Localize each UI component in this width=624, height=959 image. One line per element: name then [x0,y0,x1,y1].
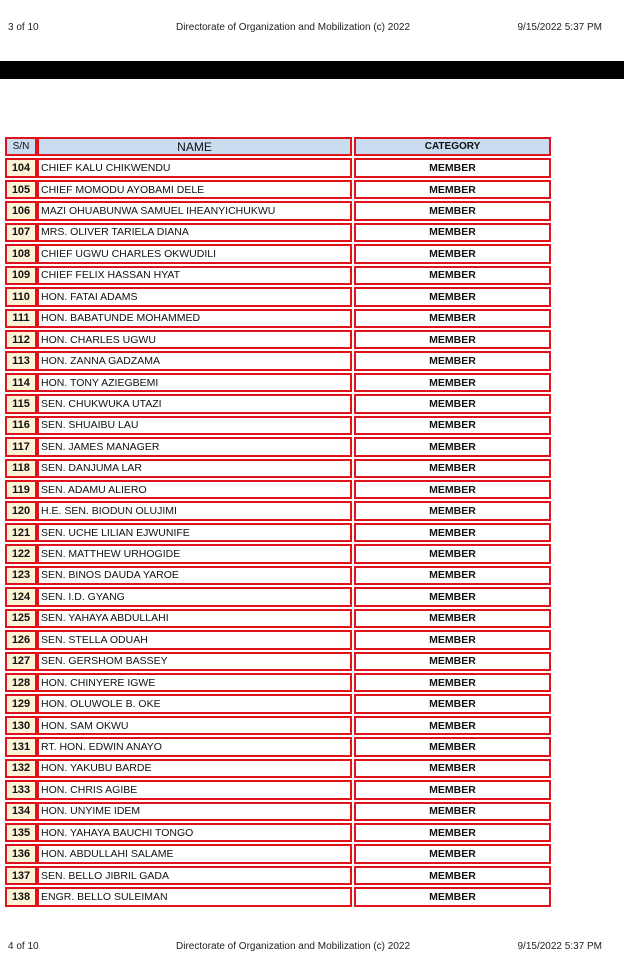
category-cell: MEMBER [354,351,551,370]
name-cell: HON. YAHAYA BAUCHI TONGO [37,823,352,842]
serial-number-cell: 115 [5,394,37,413]
name-cell: SEN. UCHE LILIAN EJWUNIFE [37,523,352,542]
category-cell: MEMBER [354,737,551,756]
table-row [5,586,551,607]
serial-number-cell: 131 [5,737,37,756]
table-row [5,458,551,479]
print-datetime: 9/15/2022 5:37 PM [517,22,602,33]
name-cell: HON. UNYIME IDEM [37,802,352,821]
serial-number-cell: 118 [5,459,37,478]
page-number: 4 of 10 [8,941,39,952]
serial-number-cell: 132 [5,759,37,778]
name-cell: RT. HON. EDWIN ANAYO [37,737,352,756]
serial-number-cell: 138 [5,887,37,906]
page-header [0,22,624,40]
serial-number-cell: 121 [5,523,37,542]
member-table [5,136,551,908]
name-cell: HON. TONY AZIEGBEMI [37,373,352,392]
name-cell: CHIEF KALU CHIKWENDU [37,158,352,177]
category-cell: MEMBER [354,759,551,778]
category-cell: MEMBER [354,158,551,177]
table-row [5,672,551,693]
table-row [5,179,551,200]
category-cell: MEMBER [354,587,551,606]
page-number: 3 of 10 [8,22,39,33]
table-row [5,329,551,350]
table-row [5,500,551,521]
serial-number-cell: 125 [5,609,37,628]
table-row [5,372,551,393]
serial-number-cell: 127 [5,652,37,671]
name-cell: HON. YAKUBU BARDE [37,759,352,778]
category-cell: MEMBER [354,416,551,435]
table-row [5,651,551,672]
category-cell: MEMBER [354,780,551,799]
serial-number-cell: 130 [5,716,37,735]
name-cell: MRS. OLIVER TARIELA DIANA [37,223,352,242]
category-cell: MEMBER [354,866,551,885]
category-cell: MEMBER [354,480,551,499]
category-cell: MEMBER [354,694,551,713]
category-cell: MEMBER [354,244,551,263]
category-cell: MEMBER [354,437,551,456]
category-cell: MEMBER [354,223,551,242]
serial-number-cell: 134 [5,802,37,821]
page-footer [0,941,624,959]
category-cell: MEMBER [354,287,551,306]
category-cell: MEMBER [354,373,551,392]
serial-number-cell: 109 [5,266,37,285]
name-cell: SEN. ADAMU ALIERO [37,480,352,499]
table-row [5,543,551,564]
table-row [5,265,551,286]
name-cell: MAZI OHUABUNWA SAMUEL IHEANYICHUKWU [37,201,352,220]
category-cell: MEMBER [354,201,551,220]
name-cell: SEN. BINOS DAUDA YAROE [37,566,352,585]
serial-number-cell: 116 [5,416,37,435]
serial-number-cell: 111 [5,309,37,328]
black-divider-bar [0,61,624,79]
category-cell: MEMBER [354,309,551,328]
name-cell: SEN. DANJUMA LAR [37,459,352,478]
serial-number-cell: 110 [5,287,37,306]
table-row [5,243,551,264]
serial-number-cell: 106 [5,201,37,220]
table-row [5,436,551,457]
name-cell: SEN. SHUAIBU LAU [37,416,352,435]
document-title: Directorate of Organization and Mobilization (c) 2022 [176,22,411,33]
name-cell: CHIEF FELIX HASSAN HYAT [37,266,352,285]
serial-number-cell: 107 [5,223,37,242]
name-cell: HON. ZANNA GADZAMA [37,351,352,370]
print-datetime: 9/15/2022 5:37 PM [517,941,602,952]
category-cell: MEMBER [354,266,551,285]
serial-number-cell: 133 [5,780,37,799]
name-cell: SEN. I.D. GYANG [37,587,352,606]
name-cell: SEN. YAHAYA ABDULLAHI [37,609,352,628]
category-cell: MEMBER [354,609,551,628]
name-cell: HON. ABDULLAHI SALAME [37,844,352,863]
name-cell: CHIEF UGWU CHARLES OKWUDILI [37,244,352,263]
table-row [5,157,551,178]
category-cell: MEMBER [354,459,551,478]
column-header-sn: S/N [5,137,37,156]
table-row [5,715,551,736]
category-cell: MEMBER [354,887,551,906]
table-row [5,415,551,436]
table-row [5,608,551,629]
category-cell: MEMBER [354,523,551,542]
column-header-name: NAME [37,137,352,156]
table-row [5,222,551,243]
document-title: Directorate of Organization and Mobilization (c) 2022 [176,941,411,952]
table-row [5,693,551,714]
name-cell: ENGR. BELLO SULEIMAN [37,887,352,906]
serial-number-cell: 105 [5,180,37,199]
table-row [5,779,551,800]
serial-number-cell: 128 [5,673,37,692]
category-cell: MEMBER [354,544,551,563]
table-row [5,865,551,886]
serial-number-cell: 129 [5,694,37,713]
serial-number-cell: 124 [5,587,37,606]
name-cell: HON. FATAI ADAMS [37,287,352,306]
serial-number-cell: 126 [5,630,37,649]
table-row [5,801,551,822]
name-cell: SEN. BELLO JIBRIL GADA [37,866,352,885]
name-cell: HON. BABATUNDE MOHAMMED [37,309,352,328]
category-cell: MEMBER [354,630,551,649]
serial-number-cell: 119 [5,480,37,499]
name-cell: CHIEF MOMODU AYOBAMI DELE [37,180,352,199]
table-row [5,522,551,543]
serial-number-cell: 122 [5,544,37,563]
category-cell: MEMBER [354,652,551,671]
table-row [5,200,551,221]
category-cell: MEMBER [354,501,551,520]
serial-number-cell: 136 [5,844,37,863]
serial-number-cell: 113 [5,351,37,370]
category-cell: MEMBER [354,330,551,349]
table-row [5,393,551,414]
category-cell: MEMBER [354,673,551,692]
serial-number-cell: 108 [5,244,37,263]
table-row [5,350,551,371]
name-cell: HON. CHRIS AGIBE [37,780,352,799]
table-row [5,886,551,907]
serial-number-cell: 112 [5,330,37,349]
table-row [5,308,551,329]
name-cell: SEN. STELLA ODUAH [37,630,352,649]
category-cell: MEMBER [354,180,551,199]
name-cell: HON. CHARLES UGWU [37,330,352,349]
name-cell: SEN. JAMES MANAGER [37,437,352,456]
table-row [5,843,551,864]
table-row [5,736,551,757]
name-cell: SEN. GERSHOM BASSEY [37,652,352,671]
table-row [5,758,551,779]
name-cell: H.E. SEN. BIODUN OLUJIMI [37,501,352,520]
table-row [5,286,551,307]
table-row [5,822,551,843]
name-cell: SEN. MATTHEW URHOGIDE [37,544,352,563]
table-row [5,565,551,586]
column-header-category: CATEGORY [354,137,551,156]
serial-number-cell: 114 [5,373,37,392]
category-cell: MEMBER [354,566,551,585]
category-cell: MEMBER [354,394,551,413]
name-cell: HON. SAM OKWU [37,716,352,735]
serial-number-cell: 120 [5,501,37,520]
category-cell: MEMBER [354,802,551,821]
name-cell: SEN. CHUKWUKA UTAZI [37,394,352,413]
category-cell: MEMBER [354,823,551,842]
name-cell: HON. CHINYERE IGWE [37,673,352,692]
serial-number-cell: 135 [5,823,37,842]
serial-number-cell: 117 [5,437,37,456]
name-cell: HON. OLUWOLE B. OKE [37,694,352,713]
table-header-row [5,136,551,157]
serial-number-cell: 104 [5,158,37,177]
category-cell: MEMBER [354,844,551,863]
table-row [5,479,551,500]
serial-number-cell: 123 [5,566,37,585]
serial-number-cell: 137 [5,866,37,885]
category-cell: MEMBER [354,716,551,735]
table-row [5,629,551,650]
